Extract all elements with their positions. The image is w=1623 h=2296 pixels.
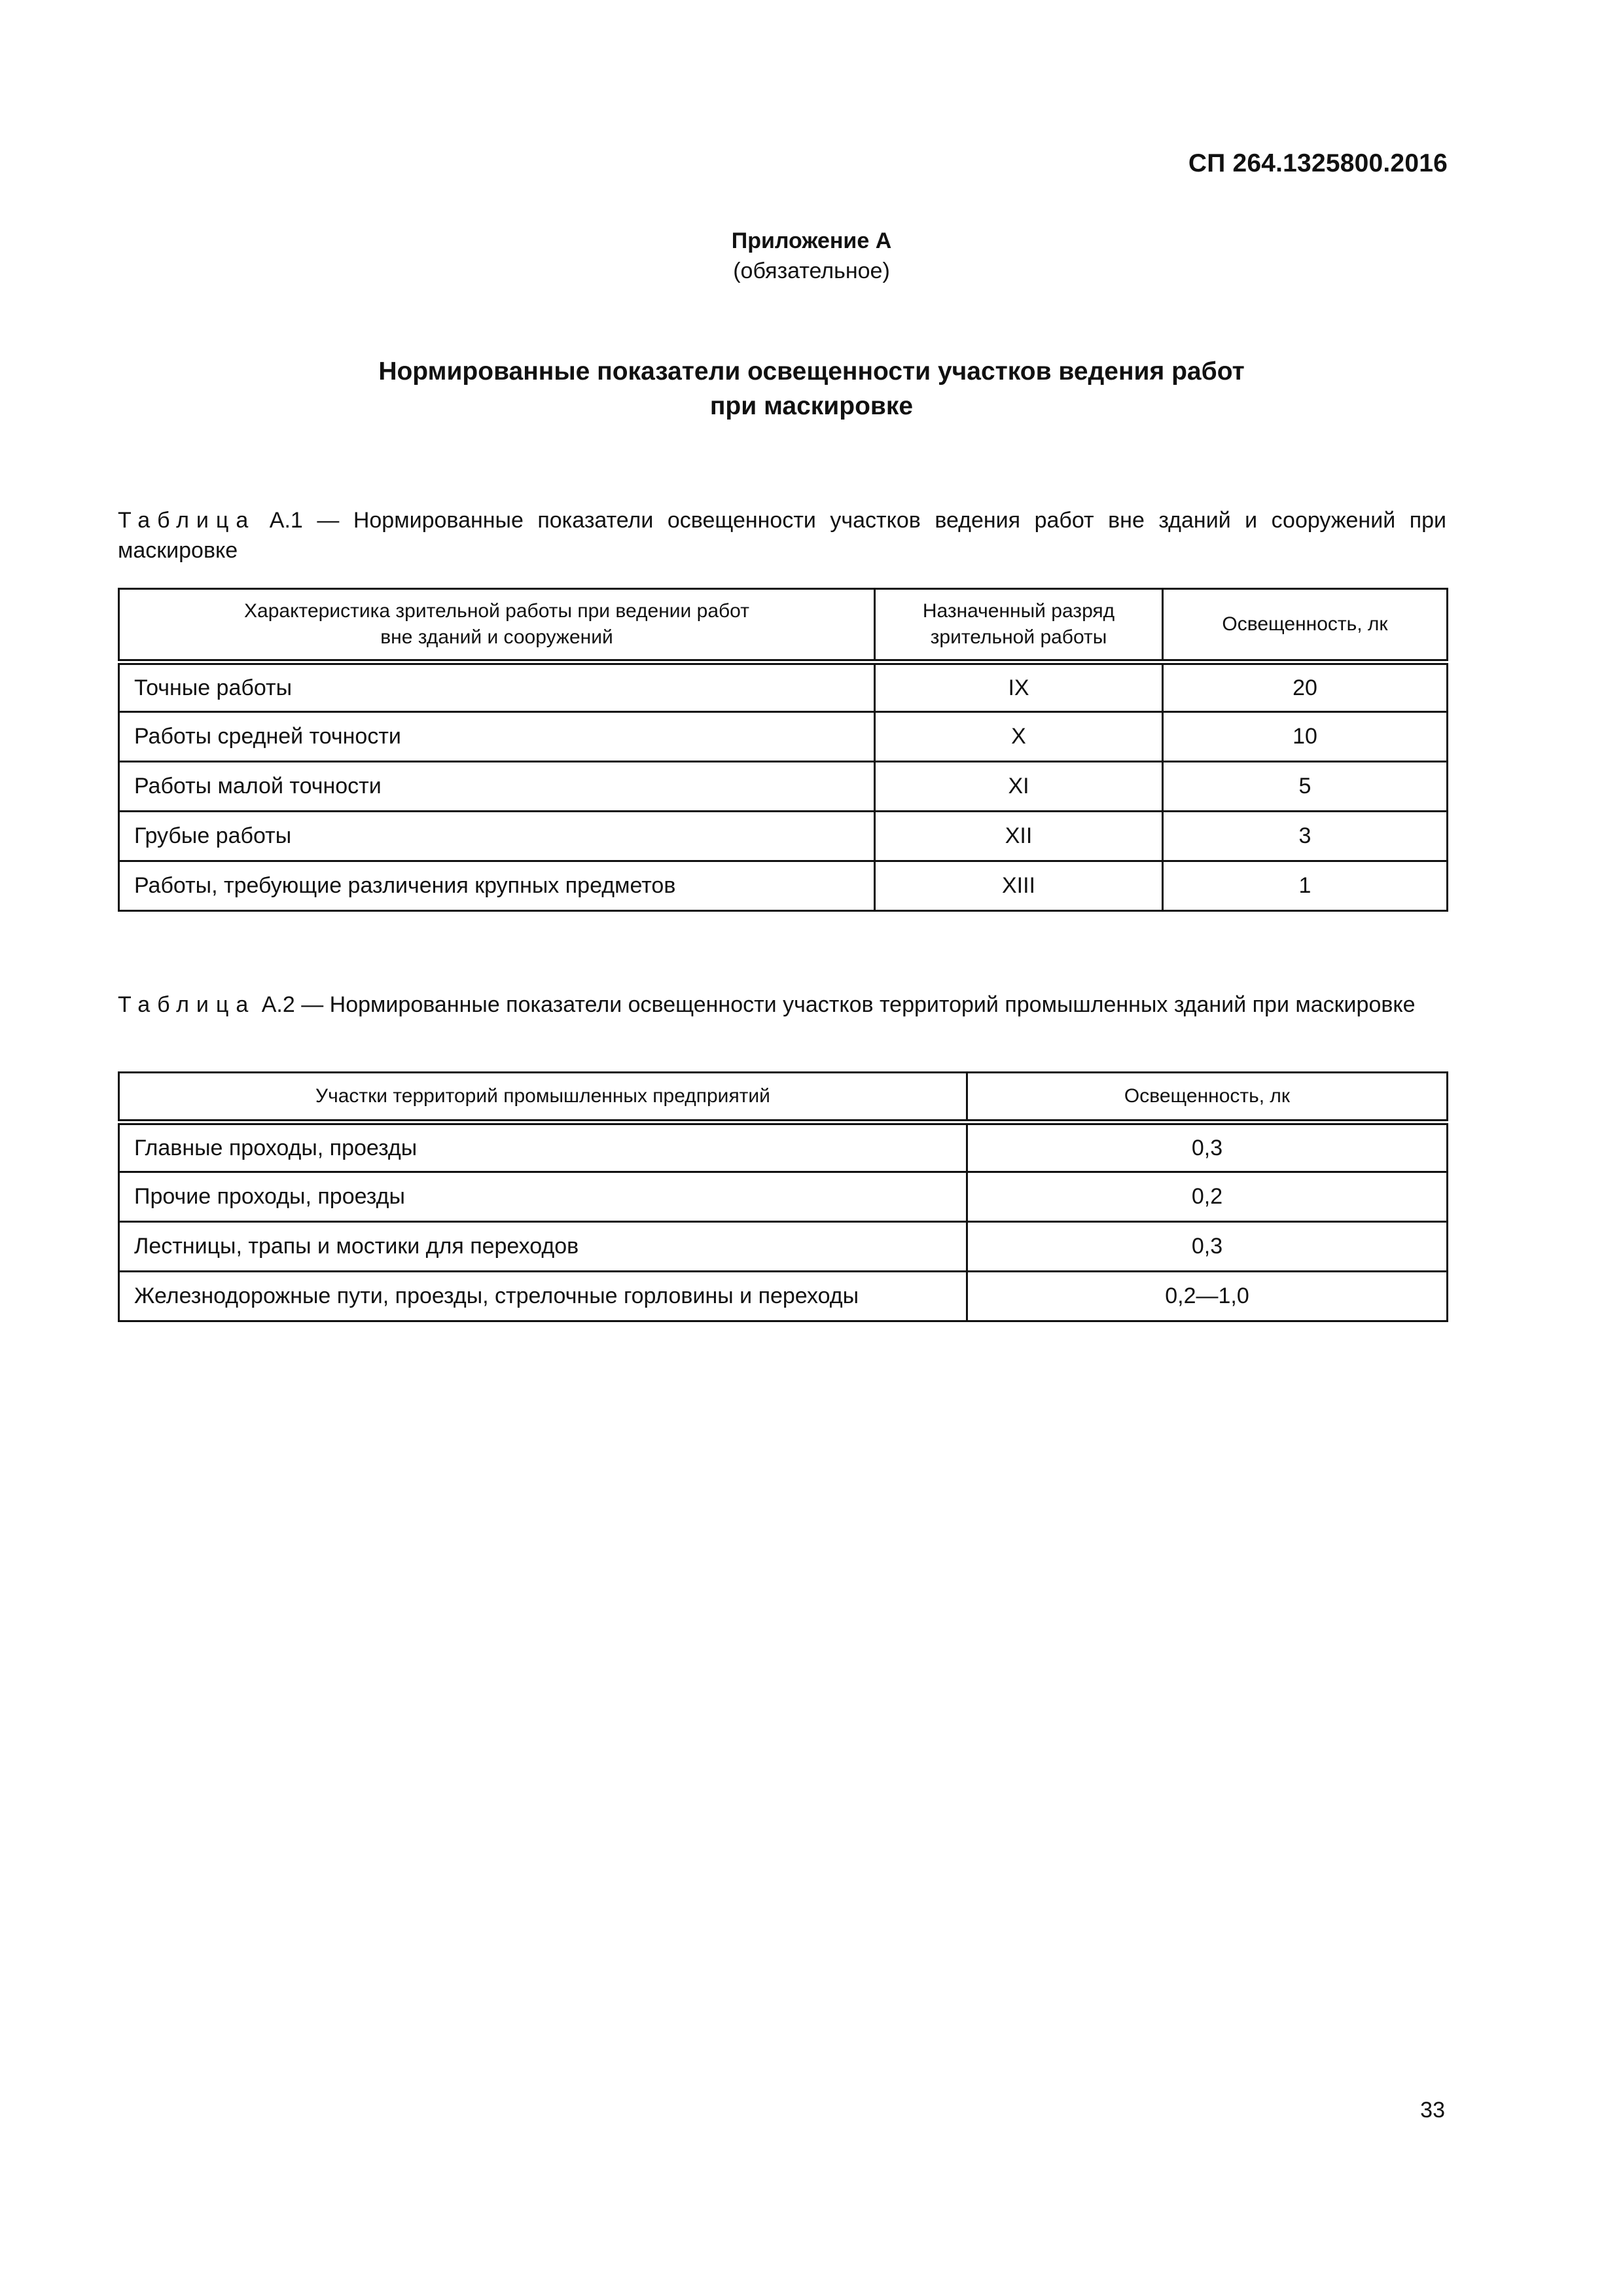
work-characteristic-cell: Работы малой точности bbox=[119, 762, 875, 812]
appendix-status: (обязательное) bbox=[733, 259, 890, 283]
table-row bbox=[119, 1222, 1448, 1272]
header-line: Назначенный разряд bbox=[922, 600, 1115, 622]
table-a1-caption-text: А.1 — Нормированные показатели освещенности участков ведения работ вне зданий и сооружений при маскировке bbox=[118, 508, 1446, 563]
table-a1-header-characteristic bbox=[119, 589, 875, 662]
table-a2-caption-text: А.2 — Нормированные показатели освещенности участков территорий промышленных зданий при маскировке bbox=[255, 992, 1416, 1017]
table-a1-caption-word: Таблица bbox=[118, 508, 256, 533]
area-cell: Лестницы, трапы и мостики для переходов bbox=[119, 1222, 967, 1272]
illuminance-cell: 0,3 bbox=[967, 1122, 1448, 1172]
illuminance-cell: 1 bbox=[1163, 861, 1448, 911]
illuminance-cell: 0,2 bbox=[967, 1172, 1448, 1222]
table-a1-caption bbox=[118, 505, 1446, 565]
section-title bbox=[0, 354, 1623, 423]
grade-cell: XII bbox=[875, 812, 1163, 861]
table-a2-header-illuminance: Освещенность, лк bbox=[967, 1073, 1448, 1122]
table-row bbox=[119, 712, 1448, 762]
table-a2 bbox=[118, 1071, 1448, 1322]
illuminance-cell: 3 bbox=[1163, 812, 1448, 861]
grade-cell: XIII bbox=[875, 861, 1163, 911]
appendix-heading bbox=[0, 226, 1623, 286]
illuminance-cell: 20 bbox=[1163, 662, 1448, 712]
work-characteristic-cell: Работы средней точности bbox=[119, 712, 875, 762]
table-a2-header-row bbox=[119, 1073, 1448, 1122]
section-title-line-2: при маскировке bbox=[709, 392, 914, 420]
table-a1-header-grade bbox=[875, 589, 1163, 662]
table-row bbox=[119, 762, 1448, 812]
table-row bbox=[119, 861, 1448, 911]
appendix-title: Приложение А bbox=[731, 228, 892, 253]
table-row bbox=[119, 662, 1448, 712]
area-cell: Железнодорожные пути, проезды, стрелочные горловины и переходы bbox=[119, 1272, 967, 1321]
table-a2-caption bbox=[118, 990, 1446, 1020]
table-row bbox=[119, 1172, 1448, 1222]
work-characteristic-cell: Грубые работы bbox=[119, 812, 875, 861]
table-a1-header-row bbox=[119, 589, 1448, 662]
header-line: Характеристика зрительной работы при ведении работ bbox=[244, 600, 749, 622]
illuminance-cell: 0,3 bbox=[967, 1222, 1448, 1272]
table-row bbox=[119, 1122, 1448, 1172]
area-cell: Главные проходы, проезды bbox=[119, 1122, 967, 1172]
table-row bbox=[119, 812, 1448, 861]
area-cell: Прочие проходы, проезды bbox=[119, 1172, 967, 1222]
table-row bbox=[119, 1272, 1448, 1321]
table-a1 bbox=[118, 588, 1448, 912]
illuminance-cell: 0,2—1,0 bbox=[967, 1272, 1448, 1321]
grade-cell: X bbox=[875, 712, 1163, 762]
work-characteristic-cell: Точные работы bbox=[119, 662, 875, 712]
document-code: СП 264.1325800.2016 bbox=[1188, 149, 1448, 177]
header-line: вне зданий и сооружений bbox=[380, 626, 613, 648]
table-a2-caption-word: Таблица bbox=[118, 992, 256, 1017]
illuminance-cell: 5 bbox=[1163, 762, 1448, 812]
grade-cell: IX bbox=[875, 662, 1163, 712]
table-a2-header-area: Участки территорий промышленных предприятий bbox=[119, 1073, 967, 1122]
work-characteristic-cell: Работы, требующие различения крупных предметов bbox=[119, 861, 875, 911]
page-number: 33 bbox=[1420, 2098, 1445, 2123]
table-a1-header-illuminance: Освещенность, лк bbox=[1163, 589, 1448, 662]
grade-cell: XI bbox=[875, 762, 1163, 812]
illuminance-cell: 10 bbox=[1163, 712, 1448, 762]
header-line: зрительной работы bbox=[930, 626, 1107, 648]
section-title-line-1: Нормированные показатели освещенности участков ведения работ bbox=[378, 357, 1245, 386]
